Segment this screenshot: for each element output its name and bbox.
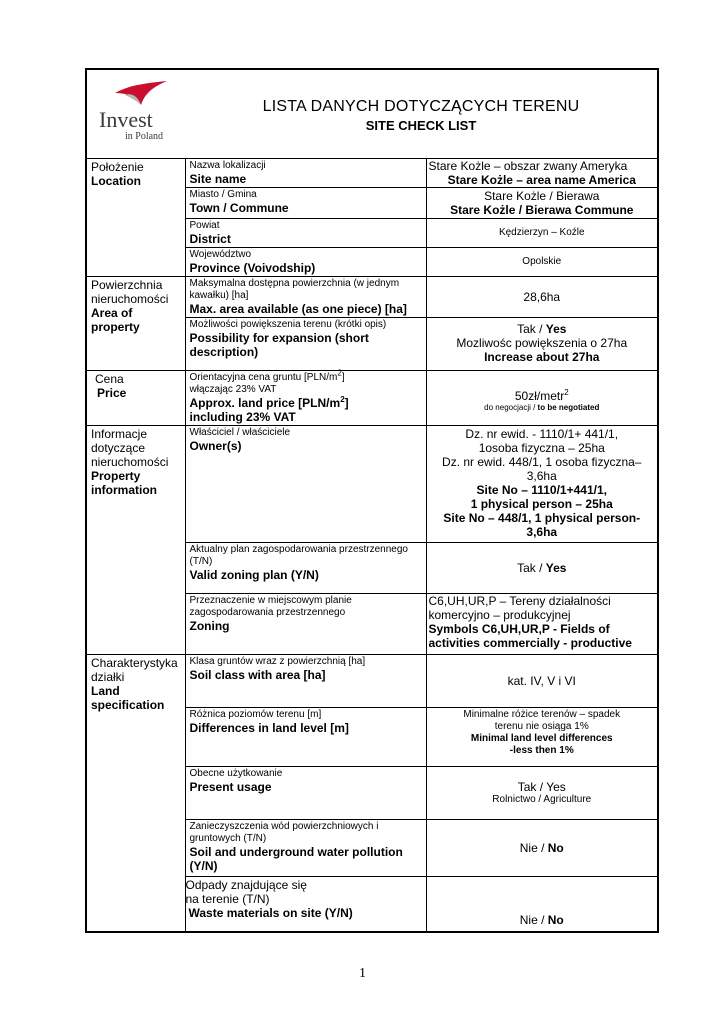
label-town: [185, 188, 426, 219]
label-pollution: [185, 820, 426, 877]
label-en: Zoning: [189, 619, 230, 633]
label-pl: Aktualny plan zagospodarowania przestrzennego (T/N): [189, 544, 408, 567]
label-en: Waste materials on site (Y/N): [188, 906, 353, 920]
value-en: No: [547, 913, 564, 927]
value-en: Site No – 1110/1+441/1,: [476, 483, 607, 497]
value-district: [426, 219, 658, 248]
label-pl: Właściciel / właściciele: [189, 427, 291, 438]
invest-in-poland-logo: [91, 79, 181, 149]
row-price: [86, 371, 658, 426]
category-price: [86, 371, 185, 426]
label-pl: Miasto / Gmina: [189, 189, 257, 200]
label-pl: [189, 368, 422, 384]
label-pl: Zanieczyszczenia wód powierzchniowych i gruntowych (T/N): [189, 821, 379, 844]
label-en: Soil and underground water pollution (Y/N): [189, 845, 403, 873]
category-en: Location: [91, 174, 141, 188]
value-pl: Dz. nr ewid. - 1110/1+ 441/1,: [465, 427, 619, 441]
negotiation-note: [431, 403, 654, 413]
value-expansion: [426, 318, 658, 371]
value-price: [426, 371, 658, 426]
label-en: District: [189, 232, 231, 246]
category-pl: Informacje: [91, 427, 148, 441]
category-pl: Położenie: [91, 160, 144, 174]
label-en: [190, 396, 422, 410]
value-pl: Tak /: [517, 561, 546, 575]
value-pl: Tak /: [517, 322, 546, 336]
logo-sub: in Poland: [125, 131, 164, 142]
category-en: information: [91, 483, 157, 497]
label-en: Town / Commune: [189, 201, 289, 215]
value-usage: [426, 767, 658, 820]
value: Kędzierzyn – Koźle: [498, 227, 585, 238]
label-zoning-plan: [185, 543, 426, 594]
category-en: Price: [97, 386, 127, 400]
label-expansion: [185, 318, 426, 371]
label-en: Differences in land level [m]: [189, 721, 349, 735]
label-max-area: [185, 277, 426, 318]
label-pl: Obecne użytkowanie: [189, 768, 283, 779]
value: 50zł/metr: [514, 389, 565, 403]
label-zoning: [185, 594, 426, 655]
category-land-spec: [86, 655, 185, 933]
label-usage: [185, 767, 426, 820]
category-area: [86, 277, 185, 371]
value-en: Yes: [545, 322, 567, 336]
label-text: Orientacyjna cena gruntu [PLN/m: [189, 372, 338, 383]
label-en: Province (Voivodship): [189, 261, 316, 275]
value-pollution: [426, 820, 658, 877]
logo-cell: [86, 69, 185, 159]
value-zoning-plan: [426, 543, 658, 594]
value-en: Increase about 27ha: [484, 350, 600, 364]
row-owner: [86, 426, 658, 543]
note-en: to be negotiated: [537, 403, 600, 412]
label-pl: włączając 23% VAT: [189, 384, 277, 395]
value-en: Yes: [545, 561, 567, 575]
category-pl: nieruchomości: [91, 455, 169, 469]
value-en: Minimal land level differences: [470, 733, 613, 744]
header-row: [86, 69, 658, 159]
category-pl: Charakterystyka: [91, 656, 178, 670]
label-soil-class: [185, 655, 426, 708]
title-en: SITE CHECK LIST: [365, 118, 477, 133]
value-en: Symbols C6,UH,UR,P - Fields of activities commercially - productive: [428, 622, 632, 650]
value-pl: Stare Kożle / Bierawa: [484, 189, 600, 203]
value-pl: terenu nie osiąga 1%: [494, 721, 589, 732]
label-text: ]: [344, 396, 349, 410]
label-text: Approx. land price [PLN/m: [189, 396, 341, 410]
value-site-name: [426, 159, 658, 188]
value-pl: C6,UH,UR,P – Tereny działalności komercyjno – produkcyjnej: [428, 594, 611, 622]
row-max-area: [86, 277, 658, 318]
note-pl: do negocjacji /: [484, 403, 538, 412]
value-en: Stare Kożle / Bierawa Commune: [450, 203, 634, 217]
logo-word: Invest: [99, 107, 153, 132]
label-en: Present usage: [189, 780, 272, 794]
label-pl: Powiat: [189, 220, 220, 231]
value-zoning: [426, 594, 658, 655]
category-pl: nieruchomości: [91, 292, 169, 306]
label-en: Site name: [189, 172, 247, 186]
label-pl: Przeznaczenie w miejscowym planie zagospodarowania przestrzennego: [189, 595, 352, 618]
value: Opolskie: [522, 256, 562, 267]
superscript: 2: [564, 388, 569, 397]
value-pl: Nie /: [519, 913, 548, 927]
label-en: Max. area available (as one piece) [ha]: [189, 302, 407, 316]
label-waste: [185, 877, 426, 933]
value-province: [426, 248, 658, 277]
label-pl: na terenie (T/N): [185, 892, 270, 906]
title-cell: [185, 69, 658, 159]
value-max-area: [426, 277, 658, 318]
value-en: 3,6ha: [526, 525, 558, 539]
value-pl: Nie /: [519, 841, 548, 855]
label-pl: Różnica poziomów terenu [m]: [189, 709, 322, 720]
label-pl: Nazwa lokalizacji: [189, 160, 266, 171]
title-pl: LISTA DANYCH DOTYCZĄCYCH TERENU: [262, 98, 580, 115]
label-pl: Klasa gruntów wraz z powierzchnią [ha]: [189, 656, 366, 667]
value-en: No: [547, 841, 564, 855]
superscript: 2: [337, 368, 342, 378]
value: Tak / Yes: [517, 780, 566, 794]
category-en: property: [91, 320, 140, 334]
row-soil-class: [86, 655, 658, 708]
site-check-list: [85, 68, 657, 933]
label-en: Valid zoning plan (Y/N): [189, 568, 319, 582]
label-owner: [185, 426, 426, 543]
value: 28,6ha: [523, 290, 561, 304]
label-text: ]: [341, 372, 345, 383]
value-pl: Stare Kożle – obszar zwany Ameryka: [428, 159, 628, 173]
page-number: 1: [359, 966, 366, 981]
label-pl: Możliwości powiększenia terenu (krótki opis): [189, 319, 387, 330]
label-pl: Maksymalna dostępna powierzchnia (w jednym kawałku) [ha]: [189, 278, 400, 301]
category-en: Area of: [91, 306, 133, 320]
superscript: 2: [340, 395, 345, 404]
label-pl: Województwo: [189, 249, 252, 260]
category-en: Property: [91, 469, 141, 483]
category-pl: Cena: [95, 372, 124, 386]
category-property-info: [86, 426, 185, 655]
category-pl: dotyczące: [91, 441, 146, 455]
value-soil-class: [426, 655, 658, 708]
label-en: Soil class with area [ha]: [189, 668, 326, 682]
value: Rolnictwo / Agriculture: [492, 794, 592, 805]
value-pl: Minimalne różice terenów – spadek: [463, 709, 621, 720]
value-owner: [426, 426, 658, 543]
value-en: 1 physical person – 25ha: [470, 497, 613, 511]
logo-swoosh-icon: [111, 79, 171, 109]
value-waste: [426, 877, 658, 933]
value: kat. IV, V i VI: [507, 674, 576, 688]
category-en: Land: [91, 684, 120, 698]
label-en: Owner(s): [189, 439, 242, 453]
value-en: -less then 1%: [509, 745, 574, 756]
value-town: [426, 188, 658, 219]
label-pl: Odpady znajdujące się: [185, 878, 307, 892]
category-en: specification: [91, 698, 165, 712]
label-district: [185, 219, 426, 248]
site-check-table: [85, 68, 659, 933]
category-location: [86, 159, 185, 277]
label-en: Possibility for expansion (short description): [189, 331, 369, 359]
label-price: [185, 368, 426, 426]
value-pl: 3,6ha: [526, 469, 557, 483]
category-pl: działki: [91, 670, 125, 684]
label-province: [185, 248, 426, 277]
value-pl: Mozliwośc powiększenia o 27ha: [456, 336, 628, 350]
label-en: including 23% VAT: [189, 410, 296, 424]
value-pl: 1osoba fizyczna – 25ha: [478, 441, 605, 455]
label-site-name: [185, 159, 426, 188]
value-en: Stare Kożle – area name America: [447, 173, 636, 187]
value-en: Site No – 448/1, 1 physical person-: [443, 511, 641, 525]
row-site-name: [86, 159, 658, 188]
label-level-diff: [185, 708, 426, 767]
category-pl: Powierzchnia: [91, 278, 163, 292]
value-level-diff: [426, 708, 658, 767]
value-pl: Dz. nr ewid. 448/1, 1 osoba fizyczna–: [442, 455, 642, 469]
